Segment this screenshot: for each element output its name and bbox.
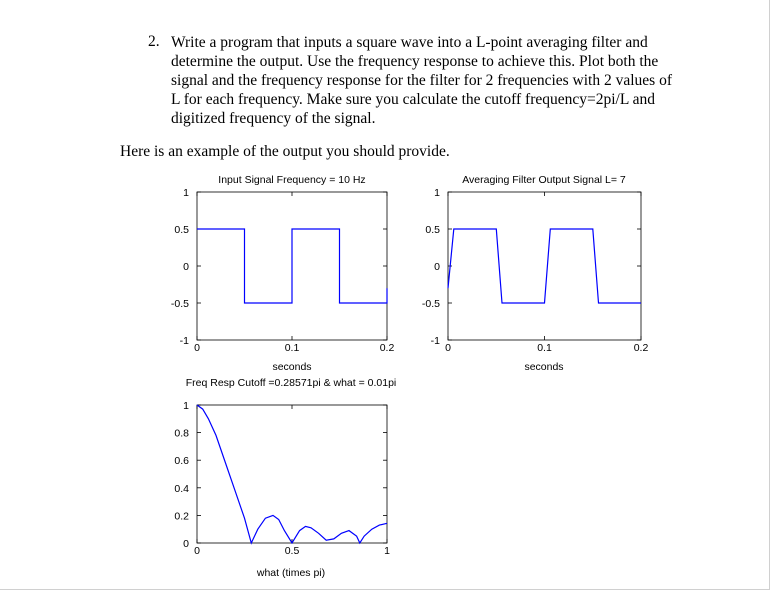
y-tick-label: 0 [434, 261, 440, 273]
y-tick-label: 0.5 [425, 224, 440, 236]
series-line-magnitude [197, 405, 387, 543]
plot-frame [197, 405, 387, 543]
y-tick-label: 0.8 [174, 427, 189, 440]
x-tick-label: 0.2 [379, 342, 395, 354]
y-tick-label: 0.2 [174, 510, 189, 523]
question-line: digitized frequency of the signal. [171, 110, 376, 127]
y-tick-label: 1 [183, 187, 189, 199]
x-tick-label: 1 [384, 545, 390, 557]
x-tick-label: 0.1 [537, 342, 552, 354]
x-axis-label: what (times pi) [256, 567, 326, 579]
y-tick-label: 0.5 [174, 224, 189, 236]
chart-title: Averaging Filter Output Signal L= 7 [462, 174, 626, 186]
question-line: determine the output. Use the frequency response to achieve this. Plot both the [171, 53, 659, 70]
y-tick-label: 0 [183, 261, 189, 273]
y-tick-label: 0 [183, 538, 189, 550]
series-line-input [197, 229, 387, 303]
series-line-output [448, 229, 641, 303]
y-tick-label: 1 [183, 400, 189, 412]
y-tick-label: -0.5 [170, 298, 189, 310]
x-tick-label: 0 [194, 342, 200, 354]
x-axis-label: seconds [272, 361, 312, 373]
intro-text: Here is an example of the output you should provide. [120, 143, 450, 160]
y-tick-label: 0.6 [174, 455, 189, 468]
question-line: L for each frequency. Make sure you calculate the cutoff frequency=2pi/L and [171, 91, 655, 108]
x-tick-label: 0.2 [633, 342, 649, 354]
chart-title: Freq Resp Cutoff =0.28571pi & what = 0.01pi [185, 377, 397, 389]
y-tick-label: 0.4 [174, 482, 189, 495]
question-number: 2. [148, 33, 160, 50]
y-tick-label: -1 [179, 335, 189, 347]
x-tick-label: 0.5 [284, 545, 300, 557]
y-tick-label: -1 [430, 335, 440, 347]
question-line: signal and the frequency response for the filter for 2 frequencies with 2 values of [171, 72, 672, 89]
y-tick-label: -0.5 [421, 298, 440, 310]
x-axis-label: seconds [524, 361, 564, 373]
x-tick-label: 0.1 [284, 342, 300, 354]
x-tick-label: 0 [194, 545, 200, 557]
question-line: Write a program that inputs a square wave into a L-point averaging filter and [171, 34, 648, 51]
x-tick-label: 0 [445, 342, 451, 354]
y-tick-label: 1 [434, 187, 440, 199]
chart-title: Input Signal Frequency = 10 Hz [218, 174, 366, 186]
plot-frame [448, 192, 641, 340]
